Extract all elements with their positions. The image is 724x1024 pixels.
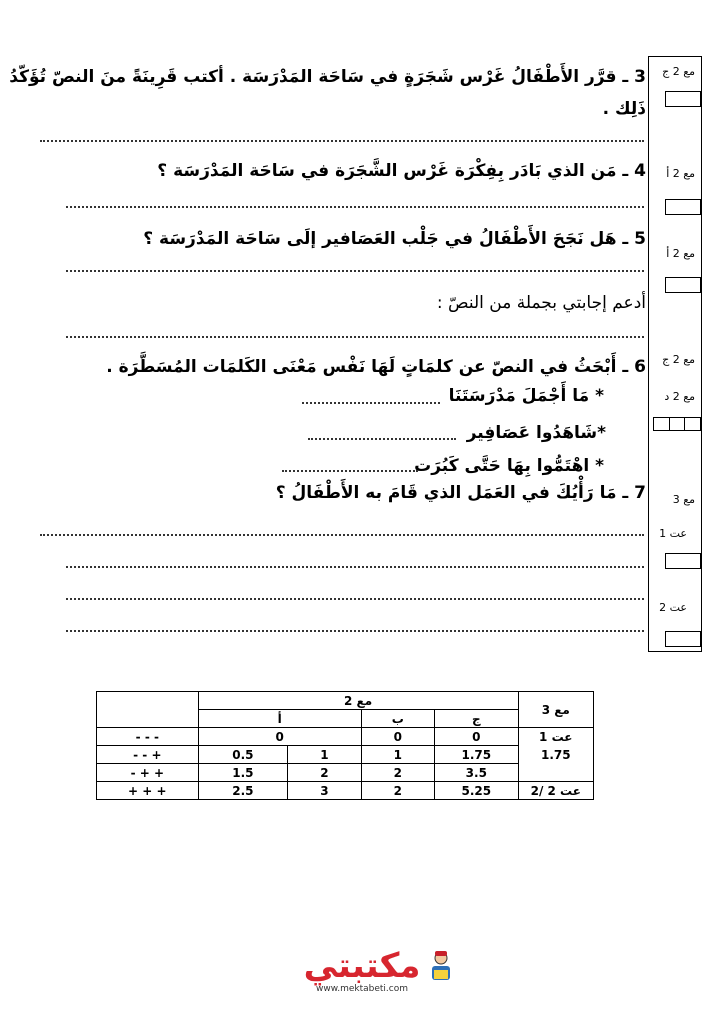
answer-line[interactable] bbox=[66, 598, 644, 600]
table-row bbox=[97, 782, 594, 800]
score-box[interactable] bbox=[665, 91, 701, 107]
cell-j: 0 bbox=[435, 728, 519, 746]
cell-a1: 2.5 bbox=[198, 782, 288, 800]
cell-a2: 1 bbox=[288, 746, 361, 764]
subheader-j: ج bbox=[435, 710, 519, 728]
criterion-label: مع 2 أ bbox=[666, 247, 695, 260]
answer-line[interactable] bbox=[302, 402, 440, 404]
question-6-item-3: * اهْتَمُّوا بِهَا حَتَّى كَبُرَت bbox=[414, 456, 604, 476]
table-row bbox=[97, 728, 594, 746]
score-column bbox=[648, 56, 702, 652]
score-box[interactable] bbox=[665, 199, 701, 215]
grading-table bbox=[96, 691, 594, 800]
answer-line[interactable] bbox=[40, 140, 644, 142]
cell-b: 1 bbox=[361, 746, 434, 764]
cell-a2: 2 bbox=[288, 764, 361, 782]
cell-pattern: - - - bbox=[97, 728, 199, 746]
criterion-label: مع 2 ج bbox=[662, 65, 695, 78]
question-6-item-1: * مَا أَجْمَلَ مَدْرَسَتَنَا bbox=[448, 386, 604, 406]
criterion-label: مع 2 د bbox=[664, 390, 695, 403]
cell-m3 bbox=[518, 764, 593, 782]
answer-line[interactable] bbox=[66, 630, 644, 632]
table-row bbox=[97, 746, 594, 764]
table-row bbox=[97, 764, 594, 782]
cell-m3: عت 1 bbox=[518, 728, 593, 746]
score-box[interactable] bbox=[665, 553, 701, 569]
answer-line[interactable] bbox=[282, 470, 418, 472]
cell-pattern: + + + bbox=[97, 782, 199, 800]
answer-line[interactable] bbox=[40, 534, 644, 536]
answer-line[interactable] bbox=[66, 566, 644, 568]
cell-j: 1.75 bbox=[435, 746, 519, 764]
cell-b: 2 bbox=[361, 764, 434, 782]
cell-m3: 1.75 bbox=[518, 746, 593, 764]
cell-b: 2 bbox=[361, 782, 434, 800]
score-box[interactable] bbox=[665, 277, 701, 293]
answer-line[interactable] bbox=[308, 438, 456, 440]
criterion-label: مع 3 bbox=[672, 493, 695, 506]
cell-j: 3.5 bbox=[435, 764, 519, 782]
question-7: 7 ـ مَا رَأْيُكَ في العَمَل الذي قَامَ به الأَطْفَالُ ؟ bbox=[275, 483, 646, 503]
site-logo bbox=[262, 946, 462, 998]
site-url[interactable]: www.mektabeti.com bbox=[315, 984, 409, 994]
subheader-a: أ bbox=[198, 710, 361, 728]
question-5-support: أدعم إجابتي بجملة من النصّ : bbox=[436, 293, 646, 313]
question-5: 5 ـ هَل نَجَحَ الأَطْفَالُ في جَلْب العَصَافير إلَى سَاحَة المَدْرَسَة ؟ bbox=[143, 229, 646, 249]
cell-a: 0 bbox=[198, 728, 361, 746]
cell-pattern: + - - bbox=[97, 746, 199, 764]
question-4: 4 ـ مَن الذي بَادَر بِفِكْرَة غَرْس الشَّجَرَة في سَاحَة المَدْرَسَة ؟ bbox=[157, 161, 646, 181]
header-pattern bbox=[97, 692, 199, 728]
score-box[interactable] bbox=[665, 631, 701, 647]
score-box[interactable] bbox=[653, 417, 701, 431]
question-3-line-1: 3 ـ قرَّر الأَطْفَالُ غَرْس شَجَرَةٍ في سَاحَة المَدْرَسَة . أكتب قَرِينَةً منَ النصّ تُؤَكّدُ bbox=[9, 67, 646, 87]
criterion-label: مع 2 أ bbox=[666, 167, 695, 180]
cell-a2: 3 bbox=[288, 782, 361, 800]
cell-m3: عت 2 /2 bbox=[518, 782, 593, 800]
cell-j: 5.25 bbox=[435, 782, 519, 800]
cell-pattern: + + - bbox=[97, 764, 199, 782]
criterion-label: عت 1 bbox=[659, 527, 687, 540]
answer-line[interactable] bbox=[66, 206, 644, 208]
criterion-label: عت 2 bbox=[659, 601, 687, 614]
cell-a1: 1.5 bbox=[198, 764, 288, 782]
header-m3: مع 3 bbox=[518, 692, 593, 728]
question-6: 6 ـ أَبْحَثُ في النصّ عن كلمَاتٍ لَهَا نَفْس مَعْنَى الكَلمَات المُسَطَّرَة . bbox=[106, 357, 646, 377]
subheader-b: ب bbox=[361, 710, 434, 728]
reading-child-icon bbox=[428, 950, 454, 984]
question-6-item-2: *شَاهَدُوا عَصَافِير bbox=[466, 423, 606, 443]
cell-a1: 0.5 bbox=[198, 746, 288, 764]
cell-b: 0 bbox=[361, 728, 434, 746]
question-3-line-2: ذَلِك . bbox=[602, 99, 646, 119]
header-m2: مع 2 bbox=[198, 692, 518, 710]
answer-line[interactable] bbox=[66, 270, 644, 272]
logo-text: مكتبتي bbox=[303, 946, 421, 986]
answer-line[interactable] bbox=[66, 336, 644, 338]
criterion-label: مع 2 ج bbox=[662, 353, 695, 366]
